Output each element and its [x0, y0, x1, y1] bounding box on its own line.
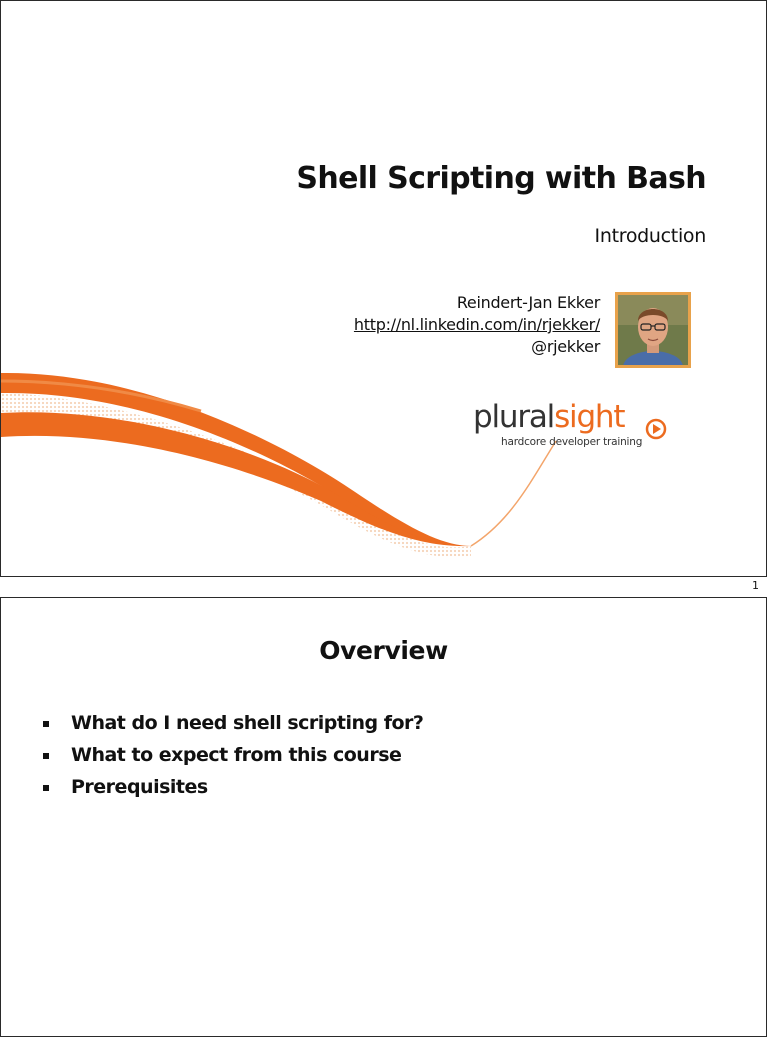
pluralsight-logo: [473, 399, 673, 451]
logo-wordmark: pluralsight: [473, 399, 625, 435]
logo-tagline: hardcore developer training: [501, 436, 643, 448]
overview-title: Overview: [319, 636, 448, 665]
slide-subtitle: Introduction: [594, 225, 706, 247]
author-linkedin-link[interactable]: http://nl.linkedin.com/in/rjekker/: [353, 315, 600, 334]
author-handle: @rjekker: [531, 337, 600, 356]
bullet-item: What do I need shell scripting for?: [41, 711, 423, 743]
slide-title: Shell Scripting with Bash: [296, 161, 706, 196]
bullet-list: [41, 711, 423, 807]
author-info: [354, 292, 600, 358]
page-number: 1: [752, 579, 759, 592]
bullet-square-icon: [43, 721, 49, 727]
bullet-square-icon: [43, 753, 49, 759]
overview-slide: [0, 597, 767, 1037]
play-icon: [645, 418, 667, 440]
orange-swoosh-graphic: [1, 1, 767, 577]
bullet-item: Prerequisites: [41, 775, 423, 807]
bullet-square-icon: [43, 785, 49, 791]
bullet-item: What to expect from this course: [41, 743, 423, 775]
author-name: Reindert-Jan Ekker: [456, 293, 600, 312]
author-photo: [615, 292, 691, 368]
